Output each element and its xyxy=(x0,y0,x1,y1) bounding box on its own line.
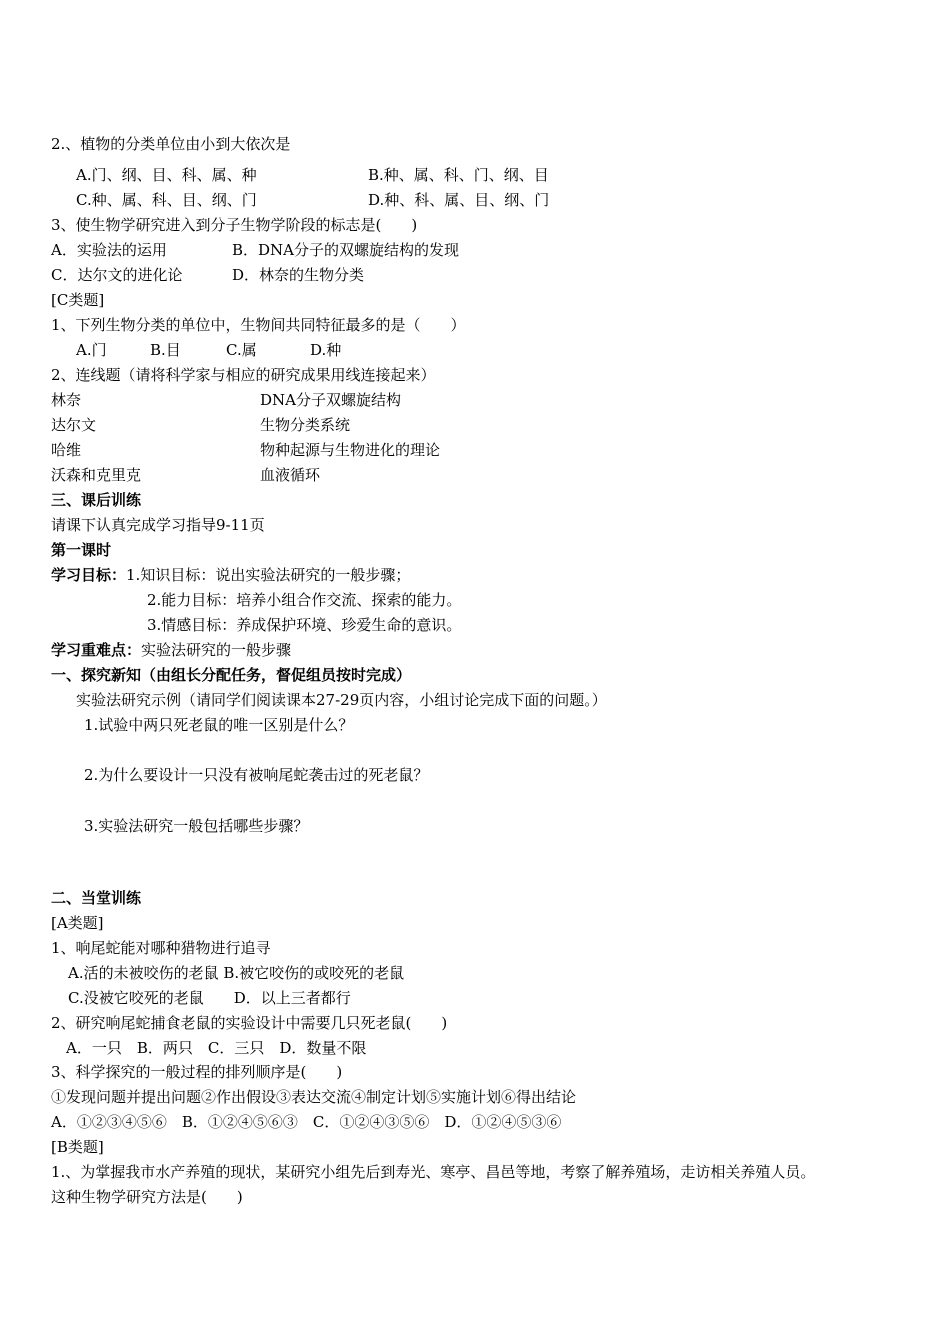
c-question-1-option-a: A.门 xyxy=(76,341,107,359)
question-2-option-a: A.门、纲、目、科、属、种 xyxy=(76,166,257,184)
match-right-item: 生物分类系统 xyxy=(260,416,351,434)
match-right-item: 物种起源与生物进化的理论 xyxy=(260,441,441,459)
practice-heading: 二、当堂训练 xyxy=(51,889,142,907)
a-question-1-options-line-1: A.活的未被咬伤的老鼠 B.被它咬伤的或咬死的老鼠 xyxy=(68,964,405,982)
c-question-1-option-b: B.目 xyxy=(150,341,181,359)
a-question-3-options: A．①②③④⑤⑥ B．①②④⑤⑥③ C．①②④③⑤⑥ D．①②④⑤③⑥ xyxy=(51,1113,562,1131)
goals-label: 学习目标： xyxy=(51,566,127,584)
question-3-stem: 3、使生物学研究进入到分子生物学阶段的标志是( ) xyxy=(51,216,418,234)
section-b-header: [B类题] xyxy=(51,1138,104,1156)
lesson-title: 第一课时 xyxy=(51,541,112,559)
question-2-option-c: C.种、属、科、目、纲、门 xyxy=(76,191,257,209)
match-right-item: DNA分子双螺旋结构 xyxy=(260,391,401,409)
c-question-1-stem: 1、下列生物分类的单位中，生物间共同特征最多的是（ ） xyxy=(51,316,466,334)
a-question-2-stem: 2、研究响尾蛇捕食老鼠的实验设计中需要几只死老鼠( ) xyxy=(51,1014,448,1032)
question-3-option-c: C．达尔文的进化论 xyxy=(51,266,183,284)
c-question-1-option-c: C.属 xyxy=(226,341,257,359)
a-question-2-options: A．一只 B．两只 C．三只 D．数量不限 xyxy=(66,1039,367,1057)
section-a-header: [A类题] xyxy=(51,914,104,932)
after-class-text: 请课下认真完成学习指导9-11页 xyxy=(51,516,265,534)
b-question-1-line-2: 这种生物学研究方法是( ) xyxy=(51,1188,243,1206)
key-text: 实验法研究的一般步骤 xyxy=(141,641,292,659)
section-c-header: [C类题] xyxy=(51,291,105,309)
match-left-item: 沃森和克里克 xyxy=(51,466,142,484)
explore-question-1: 1.试验中两只死老鼠的唯一区别是什么？ xyxy=(84,716,354,734)
match-left-item: 林奈 xyxy=(51,391,82,409)
c-question-1-option-d: D.种 xyxy=(310,341,342,359)
question-3-option-a: A．实验法的运用 xyxy=(51,241,167,259)
explore-question-2: 2.为什么要设计一只没有被响尾蛇袭击过的死老鼠？ xyxy=(84,766,429,784)
question-2-option-d: D.种、科、属、目、纲、门 xyxy=(368,191,550,209)
a-question-3-steps: ①发现问题并提出问题②作出假设③表达交流④制定计划⑤实施计划⑥得出结论 xyxy=(51,1088,577,1106)
explore-intro: 实验法研究示例（请同学们阅读课本27-29页内容，小组讨论完成下面的问题。） xyxy=(76,691,607,709)
goals-line xyxy=(51,565,410,585)
key-label: 学习重难点： xyxy=(51,641,142,659)
b-question-1-line-1: 1.、为掌握我市水产养殖的现状，某研究小组先后到寿光、寒亭、昌邑等地，考察了解养殖场，走访相关养殖人员。 xyxy=(51,1163,816,1181)
c-question-2-stem: 2、连线题（请将科学家与相应的研究成果用线连接起来） xyxy=(51,366,436,384)
explore-heading: 一、探究新知（由组长分配任务，督促组员按时完成） xyxy=(51,666,412,684)
question-3-option-d: D．林奈的生物分类 xyxy=(232,266,365,284)
question-2-option-b: B.种、属、科、门、纲、目 xyxy=(368,166,549,184)
question-2-stem: 2.、植物的分类单位由小到大依次是 xyxy=(51,135,291,153)
match-right-item: 血液循环 xyxy=(260,466,321,484)
match-left-item: 哈维 xyxy=(51,441,82,459)
after-class-heading: 三、课后训练 xyxy=(51,491,142,509)
match-left-item: 达尔文 xyxy=(51,416,97,434)
a-question-3-stem: 3、科学探究的一般过程的排列顺序是( ) xyxy=(51,1063,343,1081)
goal-2: 2.能力目标：培养小组合作交流、探索的能力。 xyxy=(147,591,462,609)
a-question-1-options-line-2: C.没被它咬死的老鼠 D．以上三者都行 xyxy=(68,989,351,1007)
explore-question-3: 3.实验法研究一般包括哪些步骤？ xyxy=(84,817,309,835)
question-3-option-b: B．DNA分子的双螺旋结构的发现 xyxy=(232,241,460,259)
key-line xyxy=(51,640,291,660)
a-question-1-stem: 1、响尾蛇能对哪种猎物进行追寻 xyxy=(51,939,271,957)
goal-1: 1.知识目标：说出实验法研究的一般步骤； xyxy=(126,566,411,584)
goal-3: 3.情感目标：养成保护环境、珍爱生命的意识。 xyxy=(147,616,462,634)
